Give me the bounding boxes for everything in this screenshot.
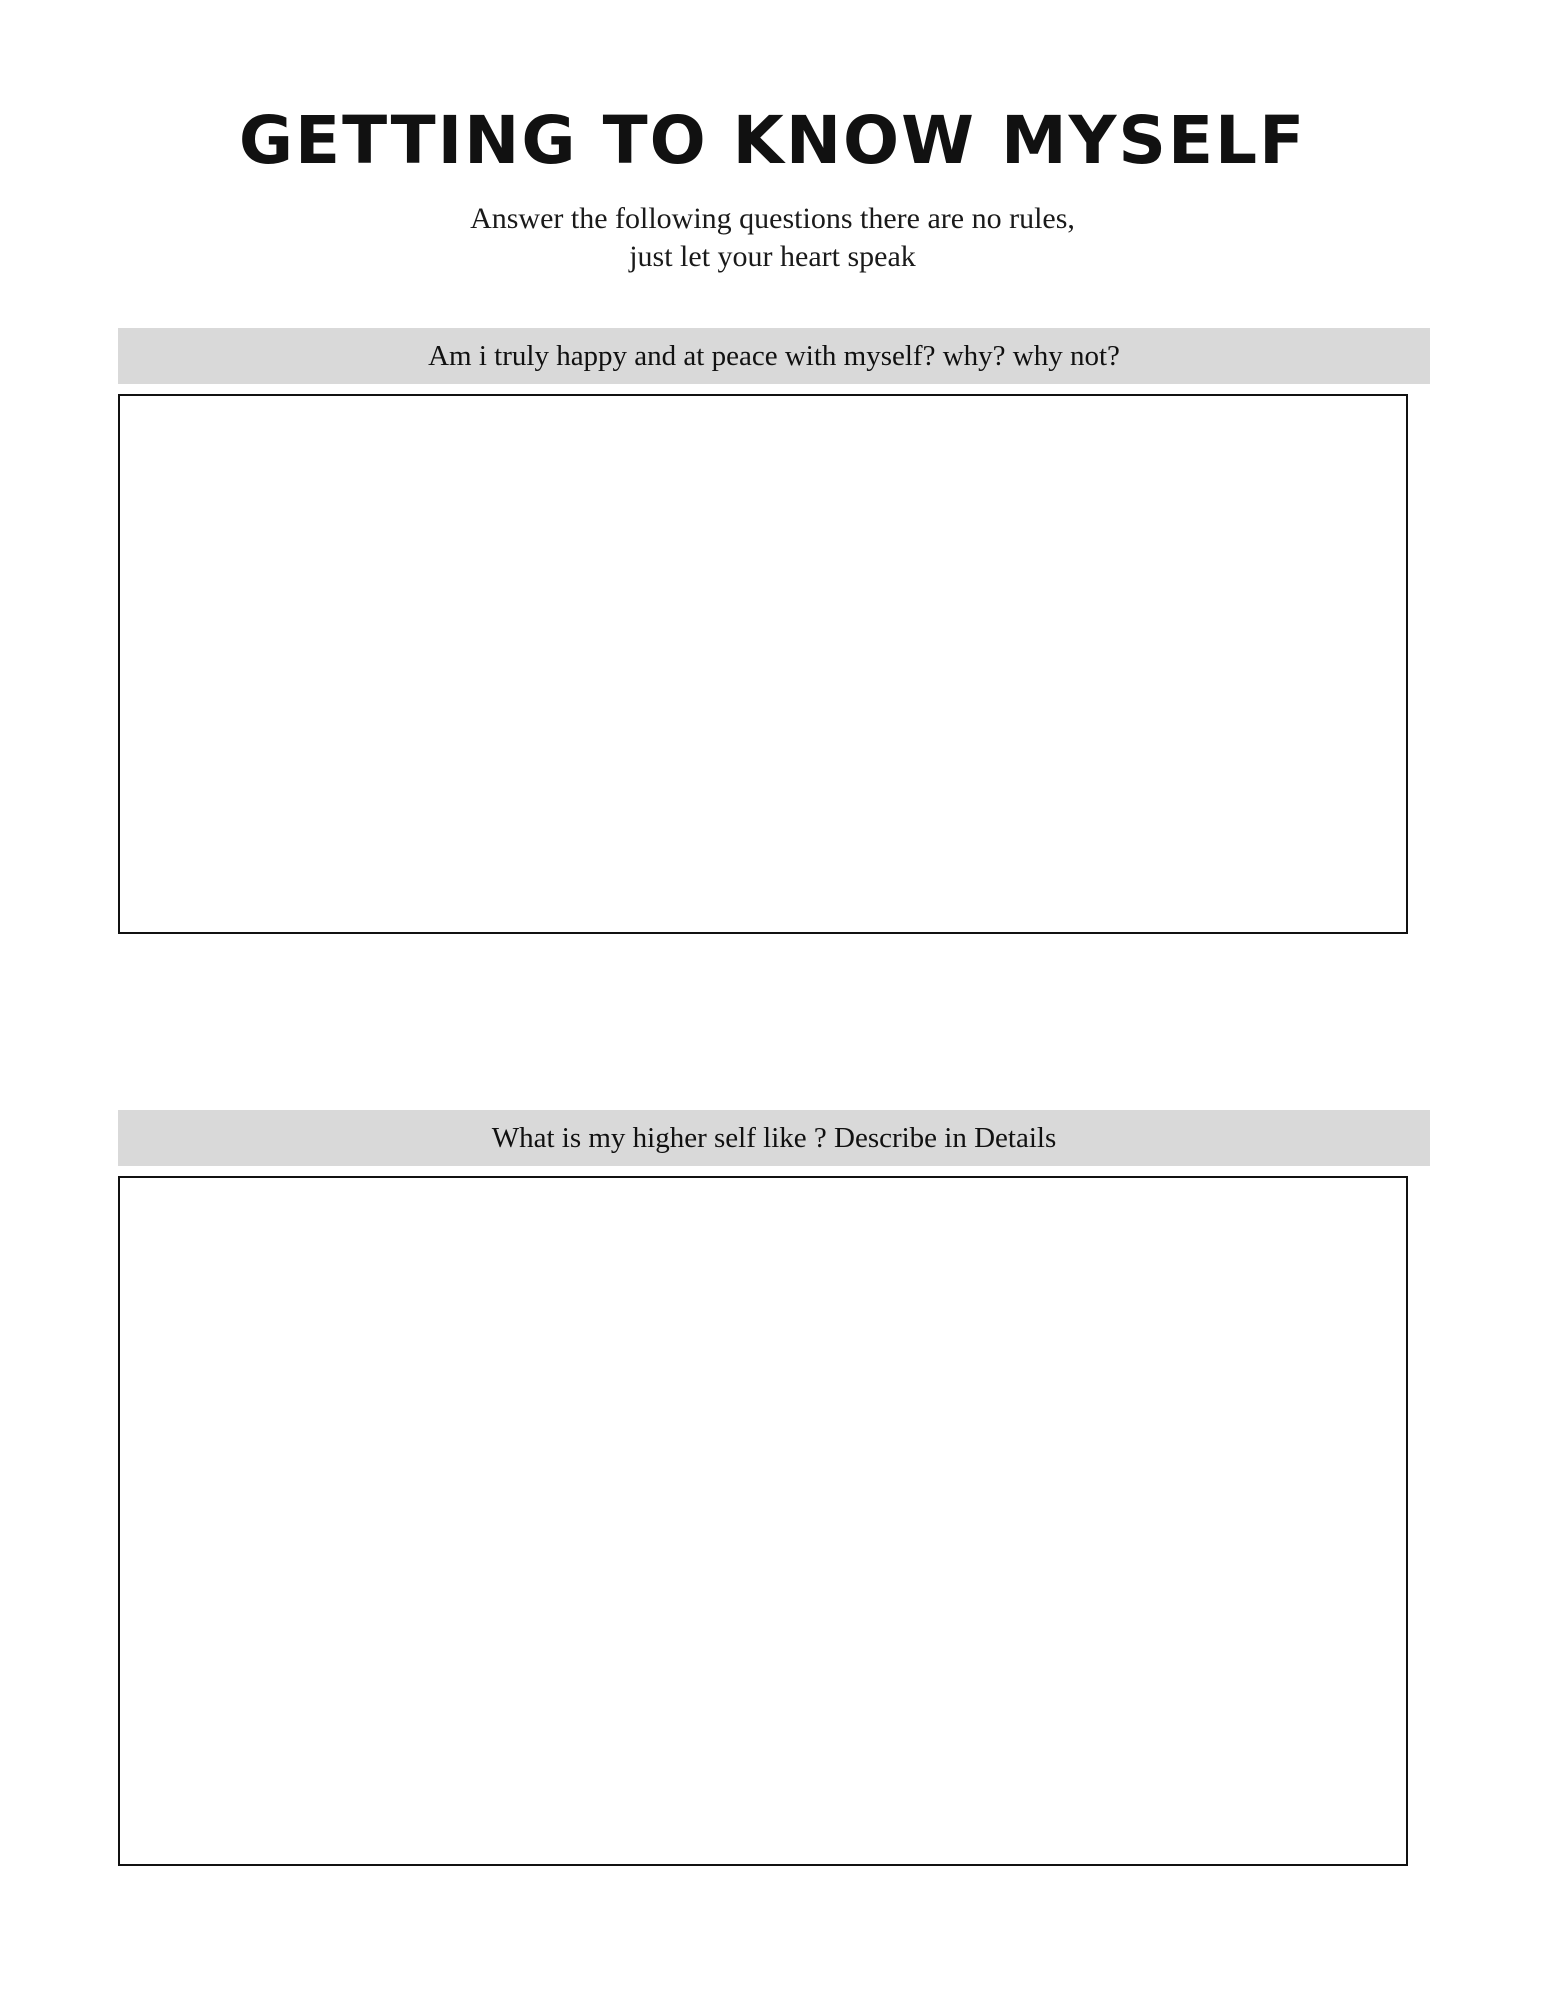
question-section-1 (118, 328, 1430, 934)
question-prompt-2: What is my higher self like ? Describe in Details (118, 1110, 1430, 1166)
page-subtitle (0, 174, 1545, 276)
answer-input-1[interactable] (120, 396, 1406, 932)
question-prompt-1: Am i truly happy and at peace with myself? why? why not? (118, 328, 1430, 384)
page-title: GETTING TO KNOW MYSELF (238, 102, 1307, 179)
answer-box-2[interactable] (118, 1176, 1408, 1866)
answer-box-1[interactable] (118, 394, 1408, 934)
answer-input-2[interactable] (120, 1178, 1406, 1864)
subtitle-line-2: just let your heart speak (629, 239, 916, 273)
subtitle-line-1: Answer the following questions there are no rules, (470, 202, 1075, 235)
question-section-2 (118, 1110, 1430, 1866)
